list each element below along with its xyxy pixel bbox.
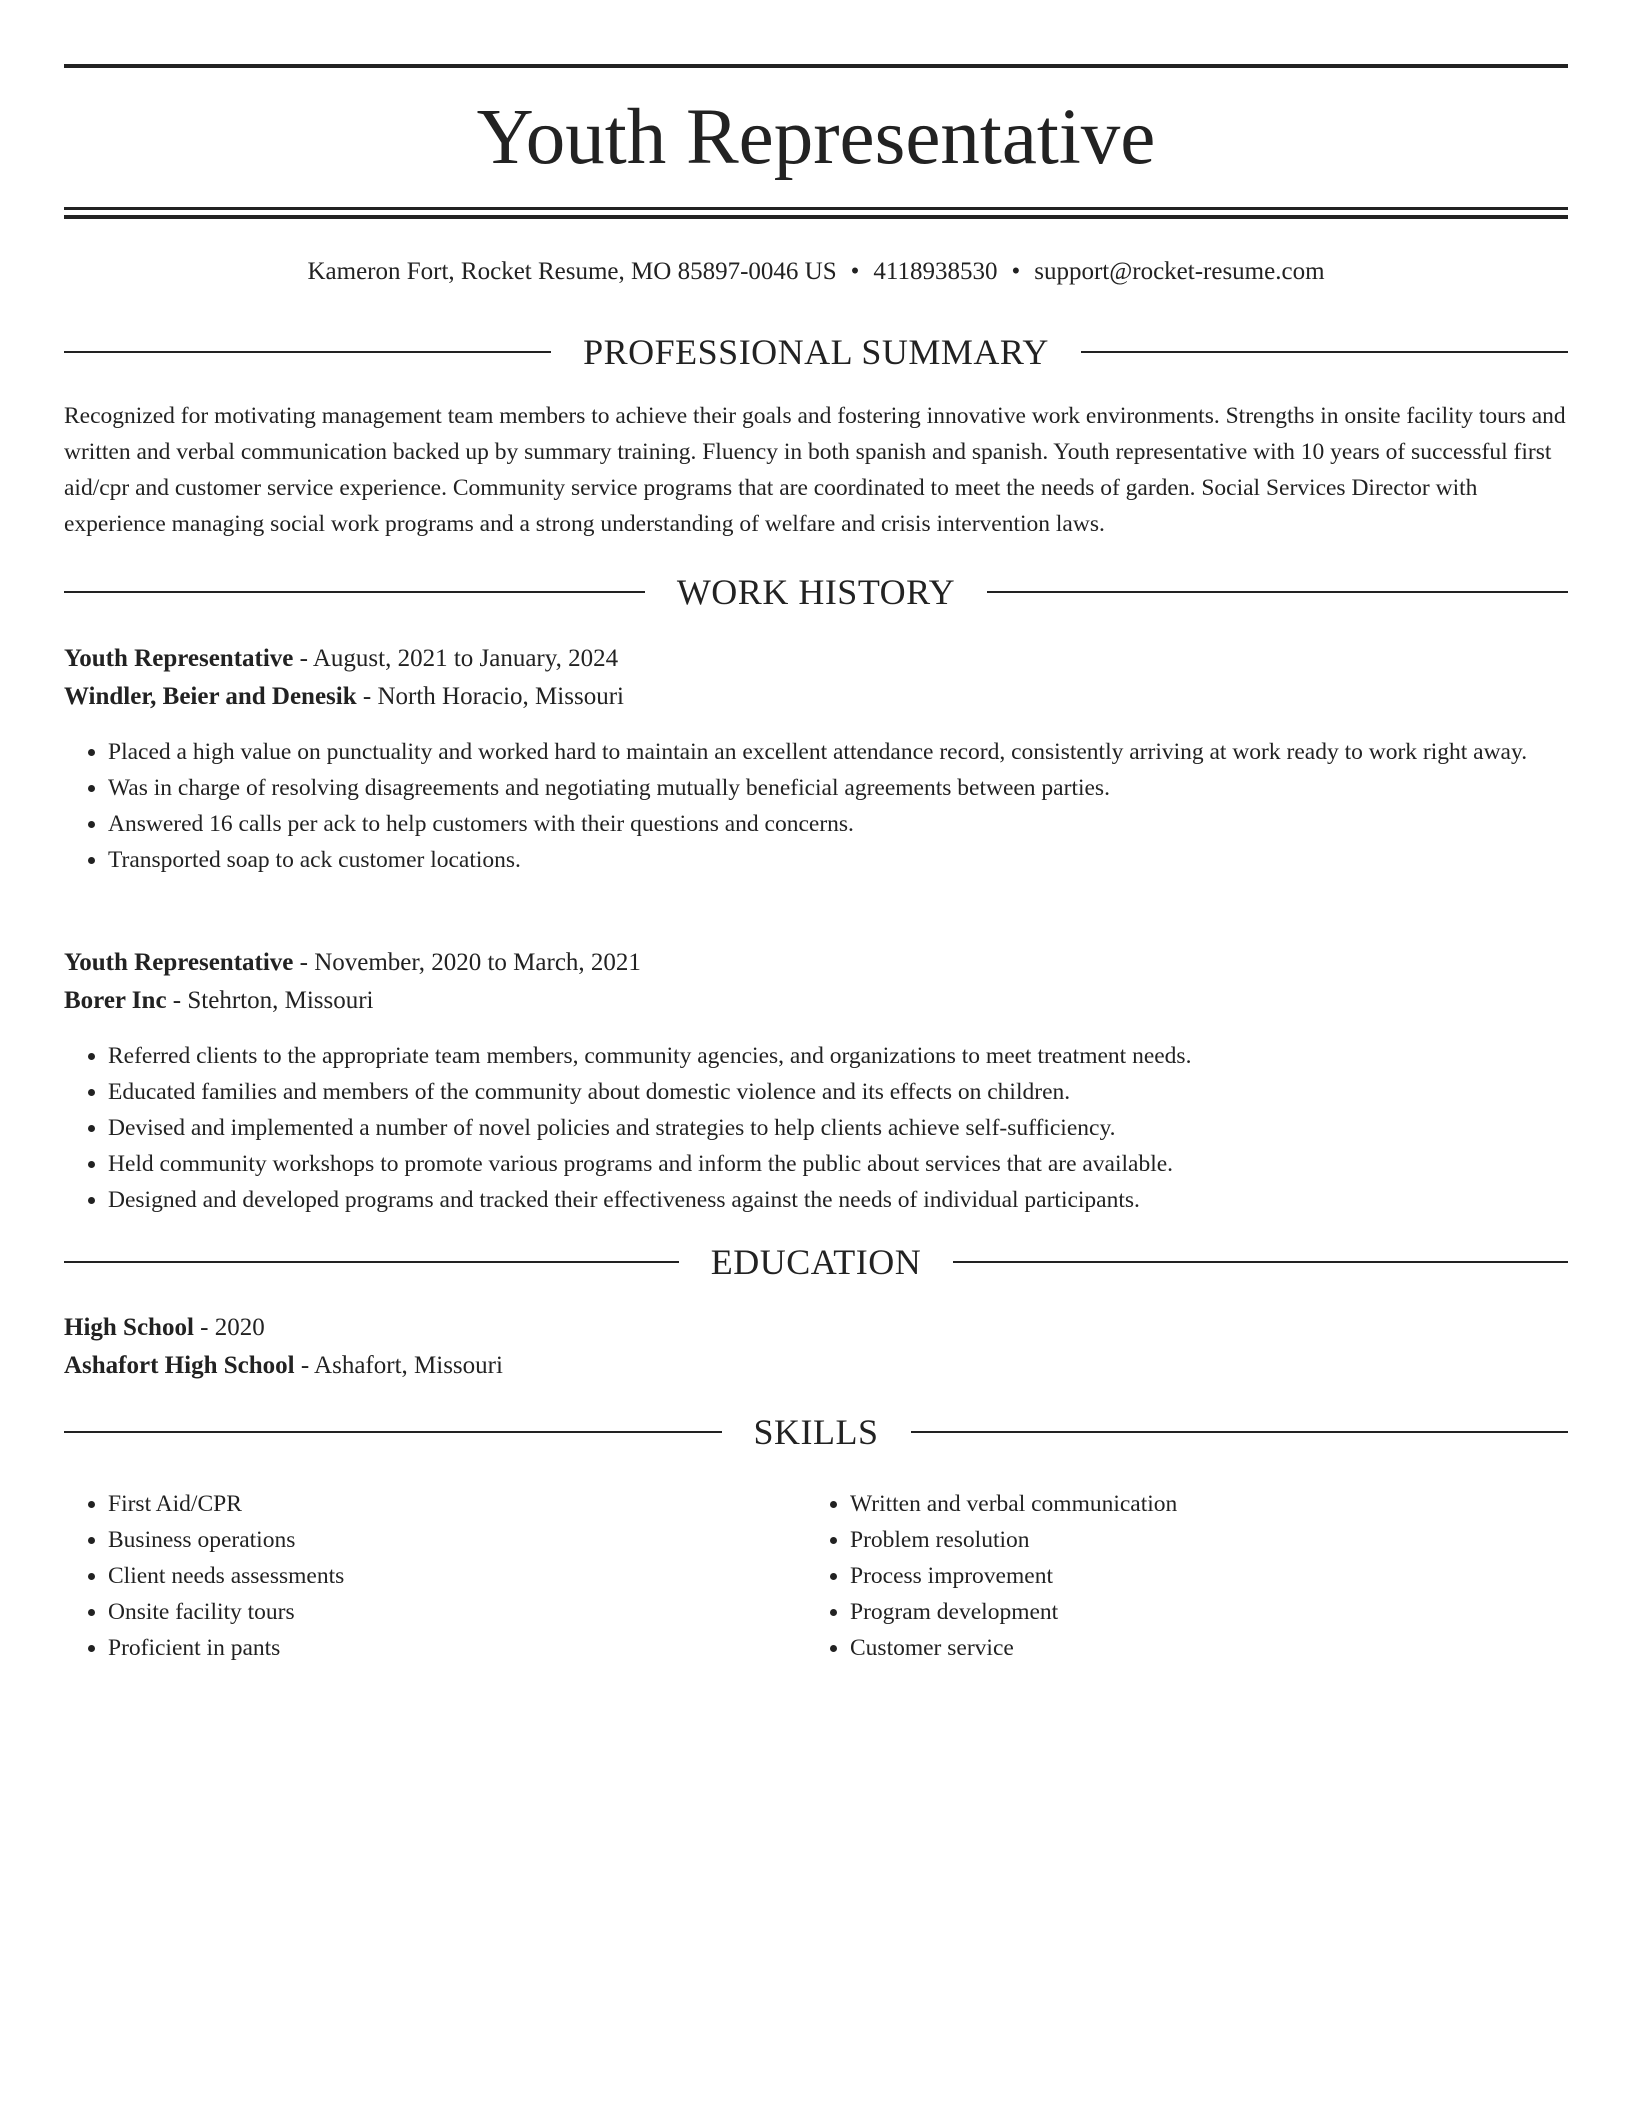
job-2-dates: - November, 2020 to March, 2021: [293, 949, 641, 976]
job-1-company-line: [64, 678, 1568, 716]
heading-rule: [64, 591, 645, 593]
heading-rule: [64, 351, 551, 353]
summary-heading: PROFESSIONAL SUMMARY: [583, 332, 1049, 372]
skills-heading-row: [64, 1410, 1568, 1454]
skill-item: • Customer service: [850, 1630, 1550, 1666]
heading-rule: [953, 1261, 1568, 1263]
job-2-bullets: [64, 1038, 1568, 1218]
contact-separator: •: [1011, 258, 1021, 285]
job-bullet: • Designed and developed programs and tracked their effectiveness against the needs of individual participants.: [108, 1182, 1568, 1218]
resume-title: Youth Representative: [476, 94, 1156, 181]
skills-list-left: [64, 1486, 808, 1666]
education-heading: EDUCATION: [710, 1242, 922, 1282]
skill-item: • Onsite facility tours: [108, 1594, 808, 1630]
job-bullet: • Devised and implemented a number of novel policies and strategies to help clients achieve self-sufficiency.: [108, 1110, 1568, 1146]
job-1-title: Youth Representative: [64, 645, 294, 672]
work-history-heading-row: [64, 570, 1568, 614]
job-2-title: Youth Representative: [64, 949, 294, 976]
job-1-bullets: [64, 734, 1568, 878]
job-bullet: • Answered 16 calls per ack to help customers with their questions and concerns.: [108, 806, 1568, 842]
job-bullet: • Transported soap to ack customer locations.: [108, 842, 1568, 878]
job-2-title-line: [64, 944, 1568, 982]
education-heading-row: [64, 1240, 1568, 1284]
title-double-rule: [64, 207, 1568, 219]
top-rule: [64, 64, 1568, 68]
job-bullet: • Educated families and members of the community about domestic violence and its effects on children.: [108, 1074, 1568, 1110]
skill-item: • Written and verbal communication: [850, 1486, 1550, 1522]
summary-text: Recognized for motivating management team members to achieve their goals and fostering innovative work environments. Strengths in onsite facility tours and written and verbal communication backed up by summary training. Fluency in both spanish and spanish. Youth representative with 10 years of successful first aid/cpr and customer service experience. Community service programs that are coordinated to meet the needs of garden. Social Services Director with experience managing social work programs and a strong understanding of welfare and crisis intervention laws.: [64, 403, 1566, 537]
heading-rule: [64, 1261, 679, 1263]
job-bullet: • Held community workshops to promote various programs and inform the public about services that are available.: [108, 1146, 1568, 1182]
education-location: - Ashafort, Missouri: [294, 1352, 503, 1379]
summary-heading-row: [64, 330, 1568, 374]
job-1-location: - North Horacio, Missouri: [356, 683, 624, 710]
contact-address: Kameron Fort, Rocket Resume, MO 85897-0046 US: [307, 258, 837, 285]
skills-heading: SKILLS: [753, 1412, 879, 1452]
job-2-location: - Stehrton, Missouri: [166, 987, 374, 1014]
job-bullet: • Was in charge of resolving disagreements and negotiating mutually beneficial agreements between parties.: [108, 770, 1568, 806]
skill-item: • Program development: [850, 1594, 1550, 1630]
contact-line: [64, 252, 1568, 292]
education-degree: High School: [64, 1314, 194, 1341]
skill-item: • First Aid/CPR: [108, 1486, 808, 1522]
heading-rule: [987, 591, 1568, 593]
job-2-company: Borer Inc: [64, 987, 167, 1014]
heading-rule: [911, 1431, 1569, 1433]
skill-item: • Process improvement: [850, 1558, 1550, 1594]
skill-item: • Client needs assessments: [108, 1558, 808, 1594]
job-bullet: • Placed a high value on punctuality and worked hard to maintain an excellent attendance record, consistently arriving at work ready to work right away.: [108, 734, 1568, 770]
job-1-dates: - August, 2021 to January, 2024: [293, 645, 619, 672]
education-school-line: [64, 1347, 1568, 1385]
contact-phone: 4118938530: [873, 258, 998, 285]
heading-rule: [1081, 351, 1568, 353]
skill-item: • Proficient in pants: [108, 1630, 808, 1666]
education-school: Ashafort High School: [64, 1352, 295, 1379]
job-1-title-line: [64, 640, 1568, 678]
education-year: - 2020: [193, 1314, 265, 1341]
heading-rule: [64, 1431, 722, 1433]
work-history-heading: WORK HISTORY: [676, 572, 956, 612]
skills-list-right: [806, 1486, 1550, 1666]
contact-separator: •: [850, 258, 860, 285]
skill-item: • Business operations: [108, 1522, 808, 1558]
education-degree-line: [64, 1309, 1568, 1347]
job-bullet: • Referred clients to the appropriate team members, community agencies, and organizations to meet treatment needs.: [108, 1038, 1568, 1074]
skill-item: • Problem resolution: [850, 1522, 1550, 1558]
contact-email: support@rocket-resume.com: [1034, 258, 1325, 285]
job-2-company-line: [64, 982, 1568, 1020]
job-1-company: Windler, Beier and Denesik: [64, 683, 357, 710]
